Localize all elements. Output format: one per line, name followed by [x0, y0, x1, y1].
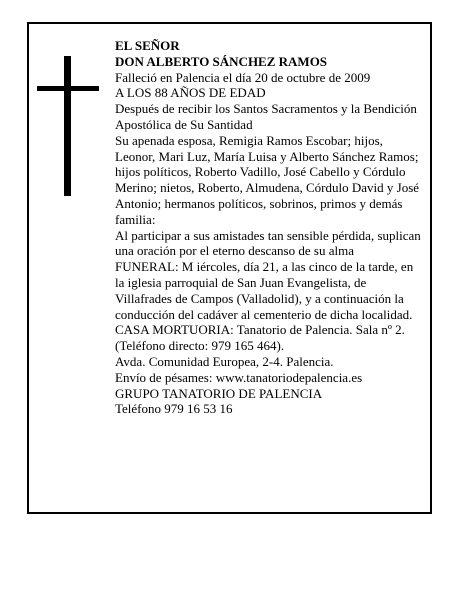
- group-line: GRUPO TANATORIO DE PALENCIA: [115, 385, 323, 401]
- funeral-paragraph: FUNERAL: M iércoles, día 21, a las cinco de la tarde, en la iglesia parroquial de San Juan Evangelista, de Villafrades de Campos (Valladolid), y a continuación la conducción del cadáver al cementerio de dicha localidad.: [115, 259, 414, 322]
- family-paragraph: Su apenada esposa, Remigia Ramos Escobar; hijos, Leonor, Mari Luz, María Luisa y Alberto Sánchez Ramos; hijos políticos, Roberto Vadillo, José Cabello y Córdulo Merino; nietos, Roberto, Almudena, Córdulo David y José Antonio; hermanos políticos, sobrinos, primos y demás familia:: [115, 132, 420, 227]
- casa-mortuoria-paragraph: CASA MORTUORIA: Tanatorio de Palencia. Sala nº 2. (Teléfono directo: 979 165 464).: [115, 322, 405, 354]
- request-paragraph: Al participar a sus amistades tan sensible pérdida, suplican una oración por el eterno descanso de su alma: [115, 227, 421, 259]
- sacraments-paragraph: Después de recibir los Santos Sacramentos y la Bendición Apostólica de Su Santidad: [115, 101, 417, 132]
- cross-horizontal-bar: [37, 86, 99, 91]
- cross-vertical-bar: [64, 56, 71, 196]
- phone-line: Teléfono 979 16 53 16: [115, 401, 233, 417]
- condolences-line: Envío de pésames: www.tanatoriodepalencia.es: [115, 369, 363, 385]
- deceased-name: DON ALBERTO SÁNCHEZ RAMOS: [115, 53, 328, 69]
- age-line: A LOS 88 AÑOS DE EDAD: [115, 85, 266, 101]
- title-line-1: EL SEÑOR: [115, 38, 180, 53]
- death-date-line: Falleció en Palencia el día 20 de octubre de 2009: [115, 69, 371, 85]
- obituary-text: [115, 38, 421, 417]
- address-line: Avda. Comunidad Europea, 2-4. Palencia.: [115, 353, 334, 369]
